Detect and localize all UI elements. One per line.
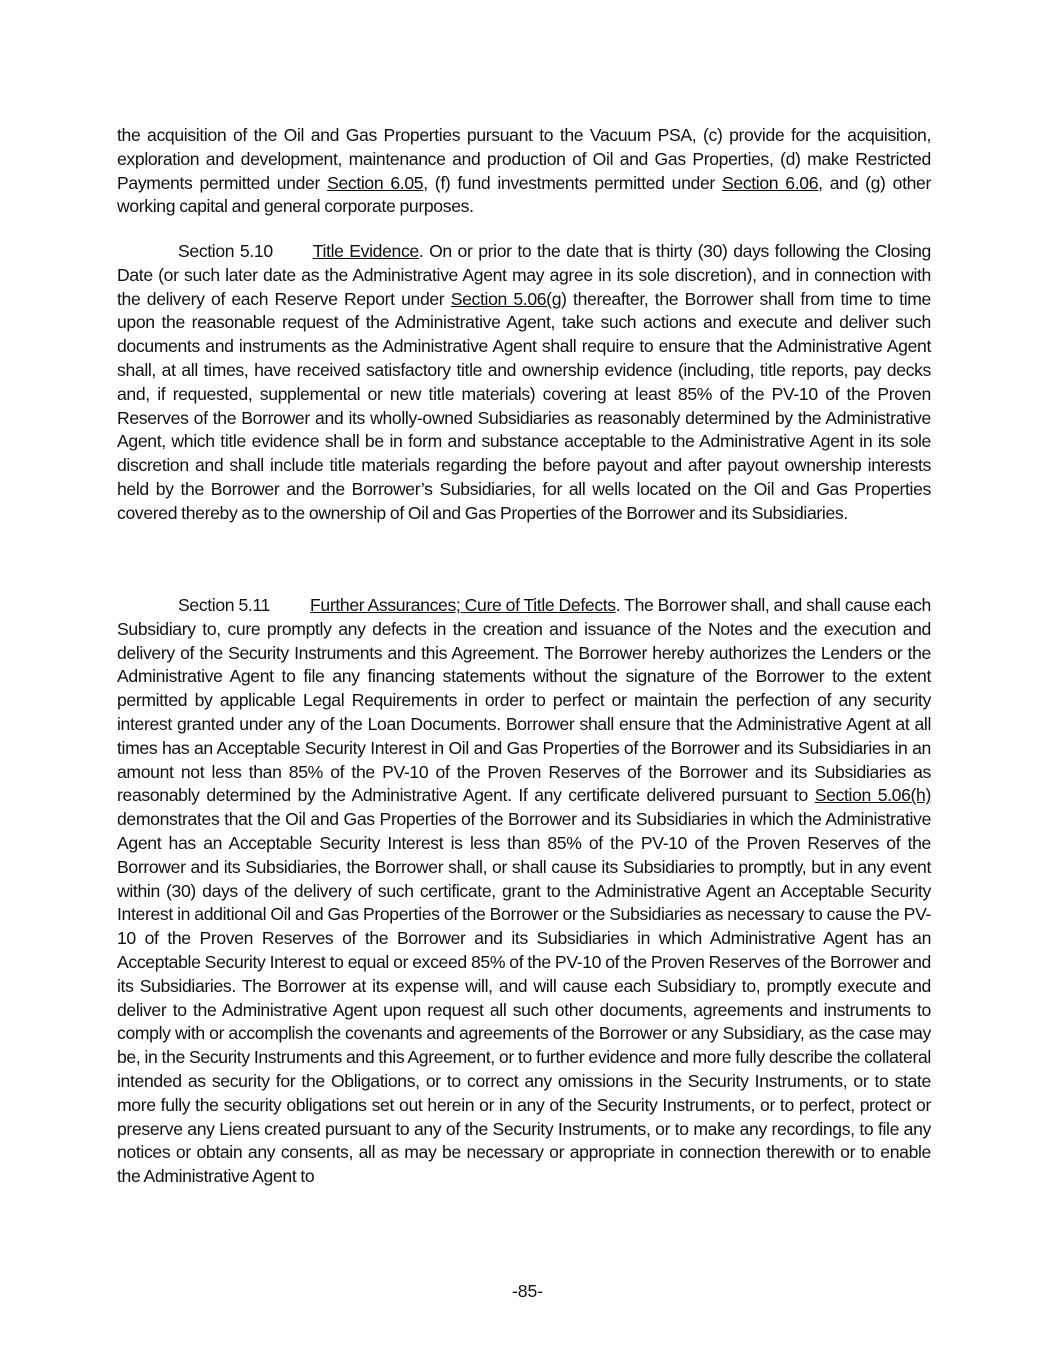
section-5-10	[117, 240, 931, 526]
section-heading: Title Evidence	[312, 241, 419, 261]
section-5-11	[117, 594, 931, 1189]
text: , (f) fund investments permitted under	[423, 172, 722, 193]
text: thereafter, the Borrower shall from time to time upon the reasonable request of the Administrative Agent, take such actions and execute and deliver such documents and instruments as the Administrative Agent shall require to ensure that the Administrative Agent shall, at all times, have received satisfactory title and ownership evidence (including, title reports, pay decks and, if requested, supplemental or new title materials) covering at least 85% of the PV-10 of the Proven Reserves of the Borrower and its wholly-owned Subsidiaries as reasonably determined by the Administrative Agent, which title evidence shall be in form and substance acceptable to the Administrative Agent in its sole discretion and shall include title materials regarding the before payout and after payout ownership interests held by the Borrower and the Borrower’s Subsidiaries, for all wells located on the Oil and Gas Properties covered thereby as to the ownership of Oil and Gas Properties of the Borrower and its Subsidiaries.	[117, 288, 931, 523]
section-number: Section 5.11	[178, 595, 270, 615]
section-heading: Further Assurances; Cure of Title Defects	[310, 595, 616, 615]
cross-reference: Section 5.06(g)	[450, 288, 567, 309]
cross-reference: Section 5.06(h)	[814, 785, 931, 806]
text: , and (g) other working capital and general corporate purposes.	[117, 172, 931, 217]
section-number: Section 5.10	[178, 241, 273, 261]
cross-reference: Section 6.05	[327, 172, 424, 193]
page-number: -85-	[511, 1281, 544, 1301]
text: . The Borrower shall, and shall cause each Subsidiary to, cure promptly any defects in the creation and issuance of the Notes and the execution and delivery of the Security Instruments and this Agreement. The Borrower hereby authorizes the Lenders or the Administrative Agent to file any financing statements without the signature of the Borrower to the extent permitted by applicable Legal Requirements in order to perfect or maintain the perfection of any security interest granted under any of the Loan Documents. Borrower shall ensure that the Administrative Agent at all times has an Acceptable Security Interest in Oil and Gas Properties of the Borrower and its Subsidiaries in an amount not less than 85% of the PV-10 of the Proven Reserves of the Borrower and its Subsidiaries as reasonably determined by the Administrative Agent. If any certificate delivered pursuant to	[117, 595, 931, 806]
text: demonstrates that the Oil and Gas Properties of the Borrower and its Subsidiaries in which the Administrative Agent has an Acceptable Security Interest is less than 85% of the PV-10 of the Proven Reserves of the Borrower and its Subsidiaries, the Borrower shall, or shall cause its Subsidiaries to promptly, but in any event within (30) days of the delivery of such certificate, grant to the Administrative Agent an Acceptable Security Interest in additional Oil and Gas Properties of the Borrower or the Subsidiaries as necessary to cause the PV-10 of the Proven Reserves of the Borrower and its Subsidiaries in which Administrative Agent has an Acceptable Security Interest to equal or exceed 85% of the PV-10 of the Proven Reserves of the Borrower and its Subsidiaries. The Borrower at its expense will, and will cause each Subsidiary to, promptly execute and deliver to the Administrative Agent upon request all such other documents, agreements and instruments to comply with or accomplish the covenants and agreements of the Borrower or any Subsidiary, as the case may be, in the Security Instruments and this Agreement, or to further evidence and more fully describe the collateral intended as security for the Obligations, or to correct any omissions in the Security Instruments, or to state more fully the security obligations set out herein or in any of the Security Instruments, or to perfect, protect or preserve any Liens created pursuant to any of the Security Instruments, or to make any recordings, to file any notices or obtain any consents, all as may be necessary or appropriate in connection therewith or to enable the Administrative Agent to	[117, 809, 931, 1187]
text: . On or prior to the date that is thirty (30) days following the Closing Date (or such later date as the Administrative Agent may agree in its sole discretion), and in connection with the delivery of each Reserve Report under	[117, 241, 931, 309]
paragraph-continuation	[117, 124, 931, 219]
cross-reference: Section 6.06	[722, 172, 819, 193]
text: the acquisition of the Oil and Gas Properties pursuant to the Vacuum PSA, (c) provide for the acquisition, exploration and development, maintenance and production of Oil and Gas Properties, (d) make Restricted Payments permitted under	[117, 125, 931, 193]
